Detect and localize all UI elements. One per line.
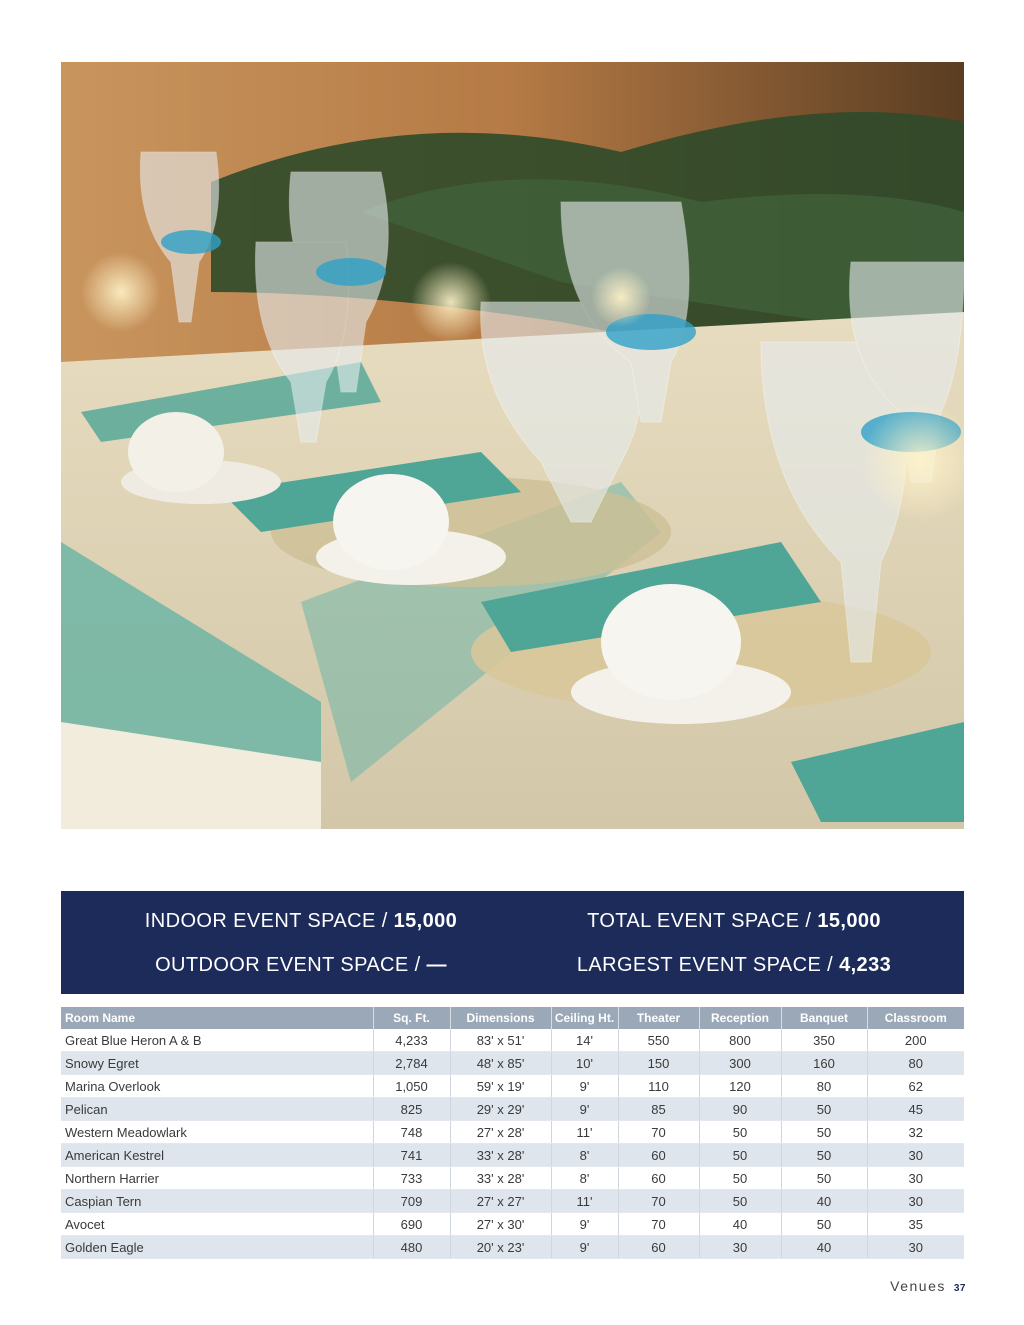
table-cell: 33' x 28' [450,1167,551,1190]
table-cell: 160 [781,1052,867,1075]
column-header: Dimensions [450,1007,551,1029]
table-cell: 9' [551,1075,618,1098]
table-cell: 30 [867,1144,964,1167]
column-header: Banquet [781,1007,867,1029]
table-cell: 40 [781,1190,867,1213]
table-cell: 32 [867,1121,964,1144]
column-header: Sq. Ft. [373,1007,450,1029]
table-cell: 27' x 28' [450,1121,551,1144]
room-name-cell: Pelican [61,1098,373,1121]
table-cell: 50 [781,1121,867,1144]
table-cell: 80 [781,1075,867,1098]
page-footer [890,1278,966,1294]
table-row [61,1167,964,1190]
table-cell: 2,784 [373,1052,450,1075]
table-cell: 30 [867,1190,964,1213]
table-cell: 1,050 [373,1075,450,1098]
table-cell: 50 [699,1190,781,1213]
table-cell: 60 [618,1236,699,1259]
table-cell: 748 [373,1121,450,1144]
largest-event-space-value: 4,233 [839,954,892,976]
table-cell: 50 [699,1144,781,1167]
table-cell: 85 [618,1098,699,1121]
table-cell: 8' [551,1144,618,1167]
table-body [61,1029,964,1259]
table-cell: 741 [373,1144,450,1167]
table-cell: 27' x 30' [450,1213,551,1236]
room-capacity-table [61,1007,964,1259]
page-number: 37 [953,1283,966,1294]
table-cell: 9' [551,1236,618,1259]
table-cell: 33' x 28' [450,1144,551,1167]
column-header: Theater [618,1007,699,1029]
table-cell: 35 [867,1213,964,1236]
table-cell: 83' x 51' [450,1029,551,1052]
indoor-event-space [91,910,511,933]
table-row [61,1121,964,1144]
room-name-cell: Snowy Egret [61,1052,373,1075]
outdoor-event-space-label: OUTDOOR EVENT SPACE / [155,954,427,976]
room-name-cell: Northern Harrier [61,1167,373,1190]
table-cell: 800 [699,1029,781,1052]
total-event-space-value: 15,000 [817,910,881,932]
room-name-cell: Golden Eagle [61,1236,373,1259]
table-cell: 110 [618,1075,699,1098]
table-cell: 150 [618,1052,699,1075]
table-setting-illustration [61,62,964,829]
room-name-cell: Marina Overlook [61,1075,373,1098]
table-row [61,1029,964,1052]
table-cell: 200 [867,1029,964,1052]
room-name-cell: Western Meadowlark [61,1121,373,1144]
table-cell: 11' [551,1190,618,1213]
table-cell: 8' [551,1167,618,1190]
column-header: Room Name [61,1007,373,1029]
table-cell: 48' x 85' [450,1052,551,1075]
total-event-space-label: TOTAL EVENT SPACE / [587,910,818,932]
table-cell: 9' [551,1213,618,1236]
table-row [61,1236,964,1259]
table-cell: 50 [781,1213,867,1236]
table-cell: 709 [373,1190,450,1213]
table-cell: 50 [781,1098,867,1121]
table-cell: 14' [551,1029,618,1052]
table-row [61,1144,964,1167]
table-cell: 690 [373,1213,450,1236]
banquet-table-photo [61,62,964,829]
table-cell: 60 [618,1167,699,1190]
table-cell: 4,233 [373,1029,450,1052]
table-cell: 550 [618,1029,699,1052]
table-cell: 30 [867,1236,964,1259]
room-name-cell: American Kestrel [61,1144,373,1167]
table-row [61,1075,964,1098]
column-header: Classroom [867,1007,964,1029]
table-cell: 50 [699,1121,781,1144]
table-row [61,1098,964,1121]
table-cell: 733 [373,1167,450,1190]
outdoor-event-space-value: — [426,954,447,976]
table-cell: 80 [867,1052,964,1075]
table-cell: 60 [618,1144,699,1167]
table-cell: 59' x 19' [450,1075,551,1098]
table-cell: 50 [699,1167,781,1190]
table-cell: 70 [618,1121,699,1144]
table-cell: 29' x 29' [450,1098,551,1121]
table-row [61,1052,964,1075]
room-name-cell: Avocet [61,1213,373,1236]
table-cell: 350 [781,1029,867,1052]
table-cell: 120 [699,1075,781,1098]
table-header-row [61,1007,964,1029]
room-name-cell: Caspian Tern [61,1190,373,1213]
largest-event-space [524,954,944,977]
section-name: Venues [890,1278,946,1294]
table-cell: 70 [618,1190,699,1213]
table-cell: 30 [867,1167,964,1190]
largest-event-space-label: LARGEST EVENT SPACE / [576,954,840,976]
indoor-event-space-value: 15,000 [393,910,458,932]
table-cell: 90 [699,1098,781,1121]
table-cell: 27' x 27' [450,1190,551,1213]
room-name-cell: Great Blue Heron A & B [61,1029,373,1052]
table-row [61,1213,964,1236]
table-cell: 30 [699,1236,781,1259]
table-cell: 70 [618,1213,699,1236]
table-cell: 62 [867,1075,964,1098]
column-header: Reception [699,1007,781,1029]
event-space-summary [61,891,964,994]
table-cell: 50 [781,1144,867,1167]
table-cell: 20' x 23' [450,1236,551,1259]
table-cell: 50 [781,1167,867,1190]
table-cell: 11' [551,1121,618,1144]
outdoor-event-space [91,954,511,977]
column-header: Ceiling Ht. [551,1007,618,1029]
table-cell: 9' [551,1098,618,1121]
table-cell: 40 [781,1236,867,1259]
table-cell: 40 [699,1213,781,1236]
table-cell: 300 [699,1052,781,1075]
table-cell: 10' [551,1052,618,1075]
table-row [61,1190,964,1213]
table-cell: 825 [373,1098,450,1121]
total-event-space [524,910,944,933]
table-cell: 45 [867,1098,964,1121]
indoor-event-space-label: INDOOR EVENT SPACE / [144,910,394,932]
table-cell: 480 [373,1236,450,1259]
